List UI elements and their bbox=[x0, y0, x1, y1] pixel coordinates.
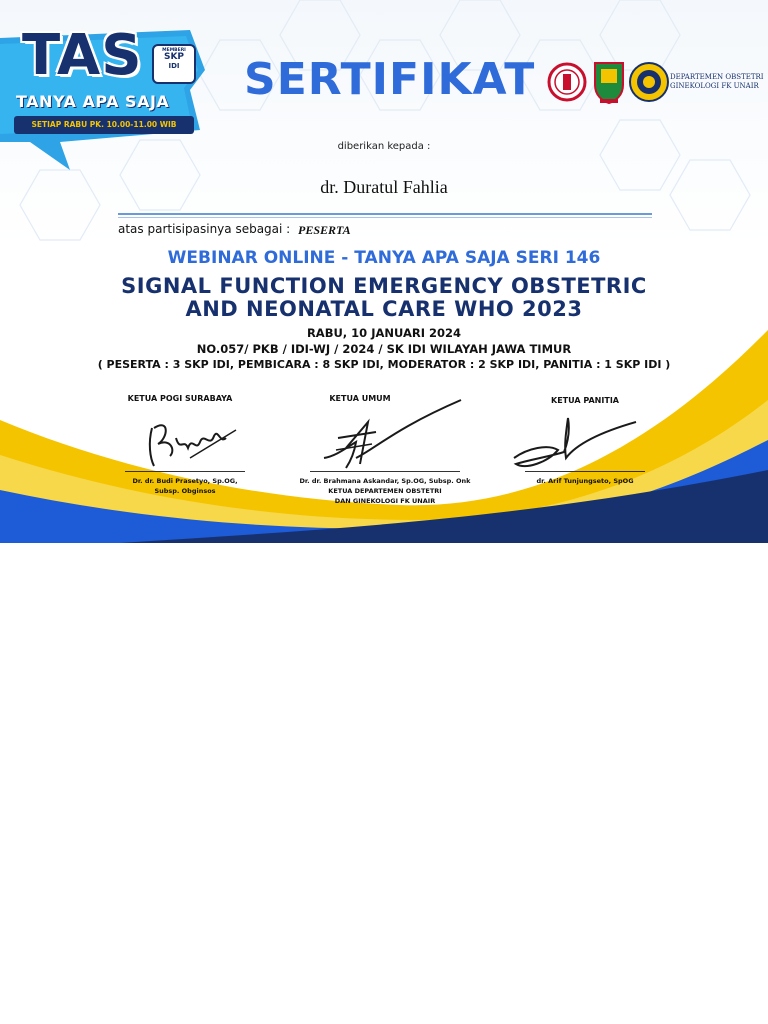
role-value: PESERTA bbox=[298, 223, 351, 237]
tas-logo-text: TAS bbox=[22, 23, 143, 88]
tas-tagline: TANYA APA SAJA bbox=[16, 92, 170, 111]
university-seal-icon bbox=[628, 61, 670, 103]
webinar-series: WEBINAR ONLINE - TANYA APA SAJA SERI 146 bbox=[167, 248, 601, 268]
event-title-line1: SIGNAL FUNCTION EMERGENCY OBSTETRIC bbox=[121, 274, 647, 298]
signatory-name: Dr. dr. Brahmana Askandar, Sp.OG, Subsp. Onk KETUA DEPARTEMEN OBSTETRI DAN GINEKOLOGI FK UNAIR bbox=[299, 477, 471, 505]
event-title-line2: AND NEONATAL CARE WHO 2023 bbox=[185, 297, 583, 321]
signature-image bbox=[316, 398, 466, 472]
signatory-name: dr. Arif Tunjungseto, SpOG bbox=[536, 477, 634, 485]
signature-image bbox=[508, 412, 640, 470]
department-name: DEPARTEMEN OBSTETRI GINEKOLOGI FK UNAIR bbox=[670, 73, 764, 90]
event-date: RABU, 10 JANUARI 2024 bbox=[306, 326, 462, 340]
recipient-name: dr. Duratul Fahlia bbox=[320, 177, 448, 197]
registration-number: NO.057/ PKB / IDI-WJ / 2024 / SK IDI WILAYAH JAWA TIMUR bbox=[196, 342, 572, 356]
regional-shield-icon bbox=[592, 59, 626, 105]
skp-idi-badge: MEMBERI SKP IDI bbox=[152, 44, 196, 84]
given-to-label: diberikan kepada : bbox=[337, 141, 431, 152]
signatory-name: Dr. dr. Budi Prasetyo, Sp.OG, Subsp. Obginsos bbox=[132, 477, 238, 495]
signatory-title: KETUA UMUM bbox=[329, 394, 391, 403]
signature-line bbox=[525, 471, 645, 472]
signature-image bbox=[140, 408, 240, 470]
tas-schedule: SETIAP RABU PK. 10.00-11.00 WIB bbox=[14, 116, 194, 134]
signatory-title: KETUA PANITIA bbox=[551, 396, 619, 405]
signature-line bbox=[125, 471, 245, 472]
certificate-title: SERTIFIKAT bbox=[244, 54, 536, 105]
signature-line bbox=[310, 471, 460, 472]
role-label: atas partisipasinya sebagai : bbox=[118, 222, 291, 236]
signatory-title: KETUA POGI SURABAYA bbox=[127, 394, 233, 403]
skp-credits: ( PESERTA : 3 SKP IDI, PEMBICARA : 8 SKP IDI, MODERATOR : 2 SKP IDI, PANITIA : 1 SKP IDI ) bbox=[97, 358, 671, 371]
divider-line bbox=[118, 213, 652, 215]
divider-line-thin bbox=[118, 217, 652, 218]
pogi-emblem-icon bbox=[546, 62, 588, 102]
